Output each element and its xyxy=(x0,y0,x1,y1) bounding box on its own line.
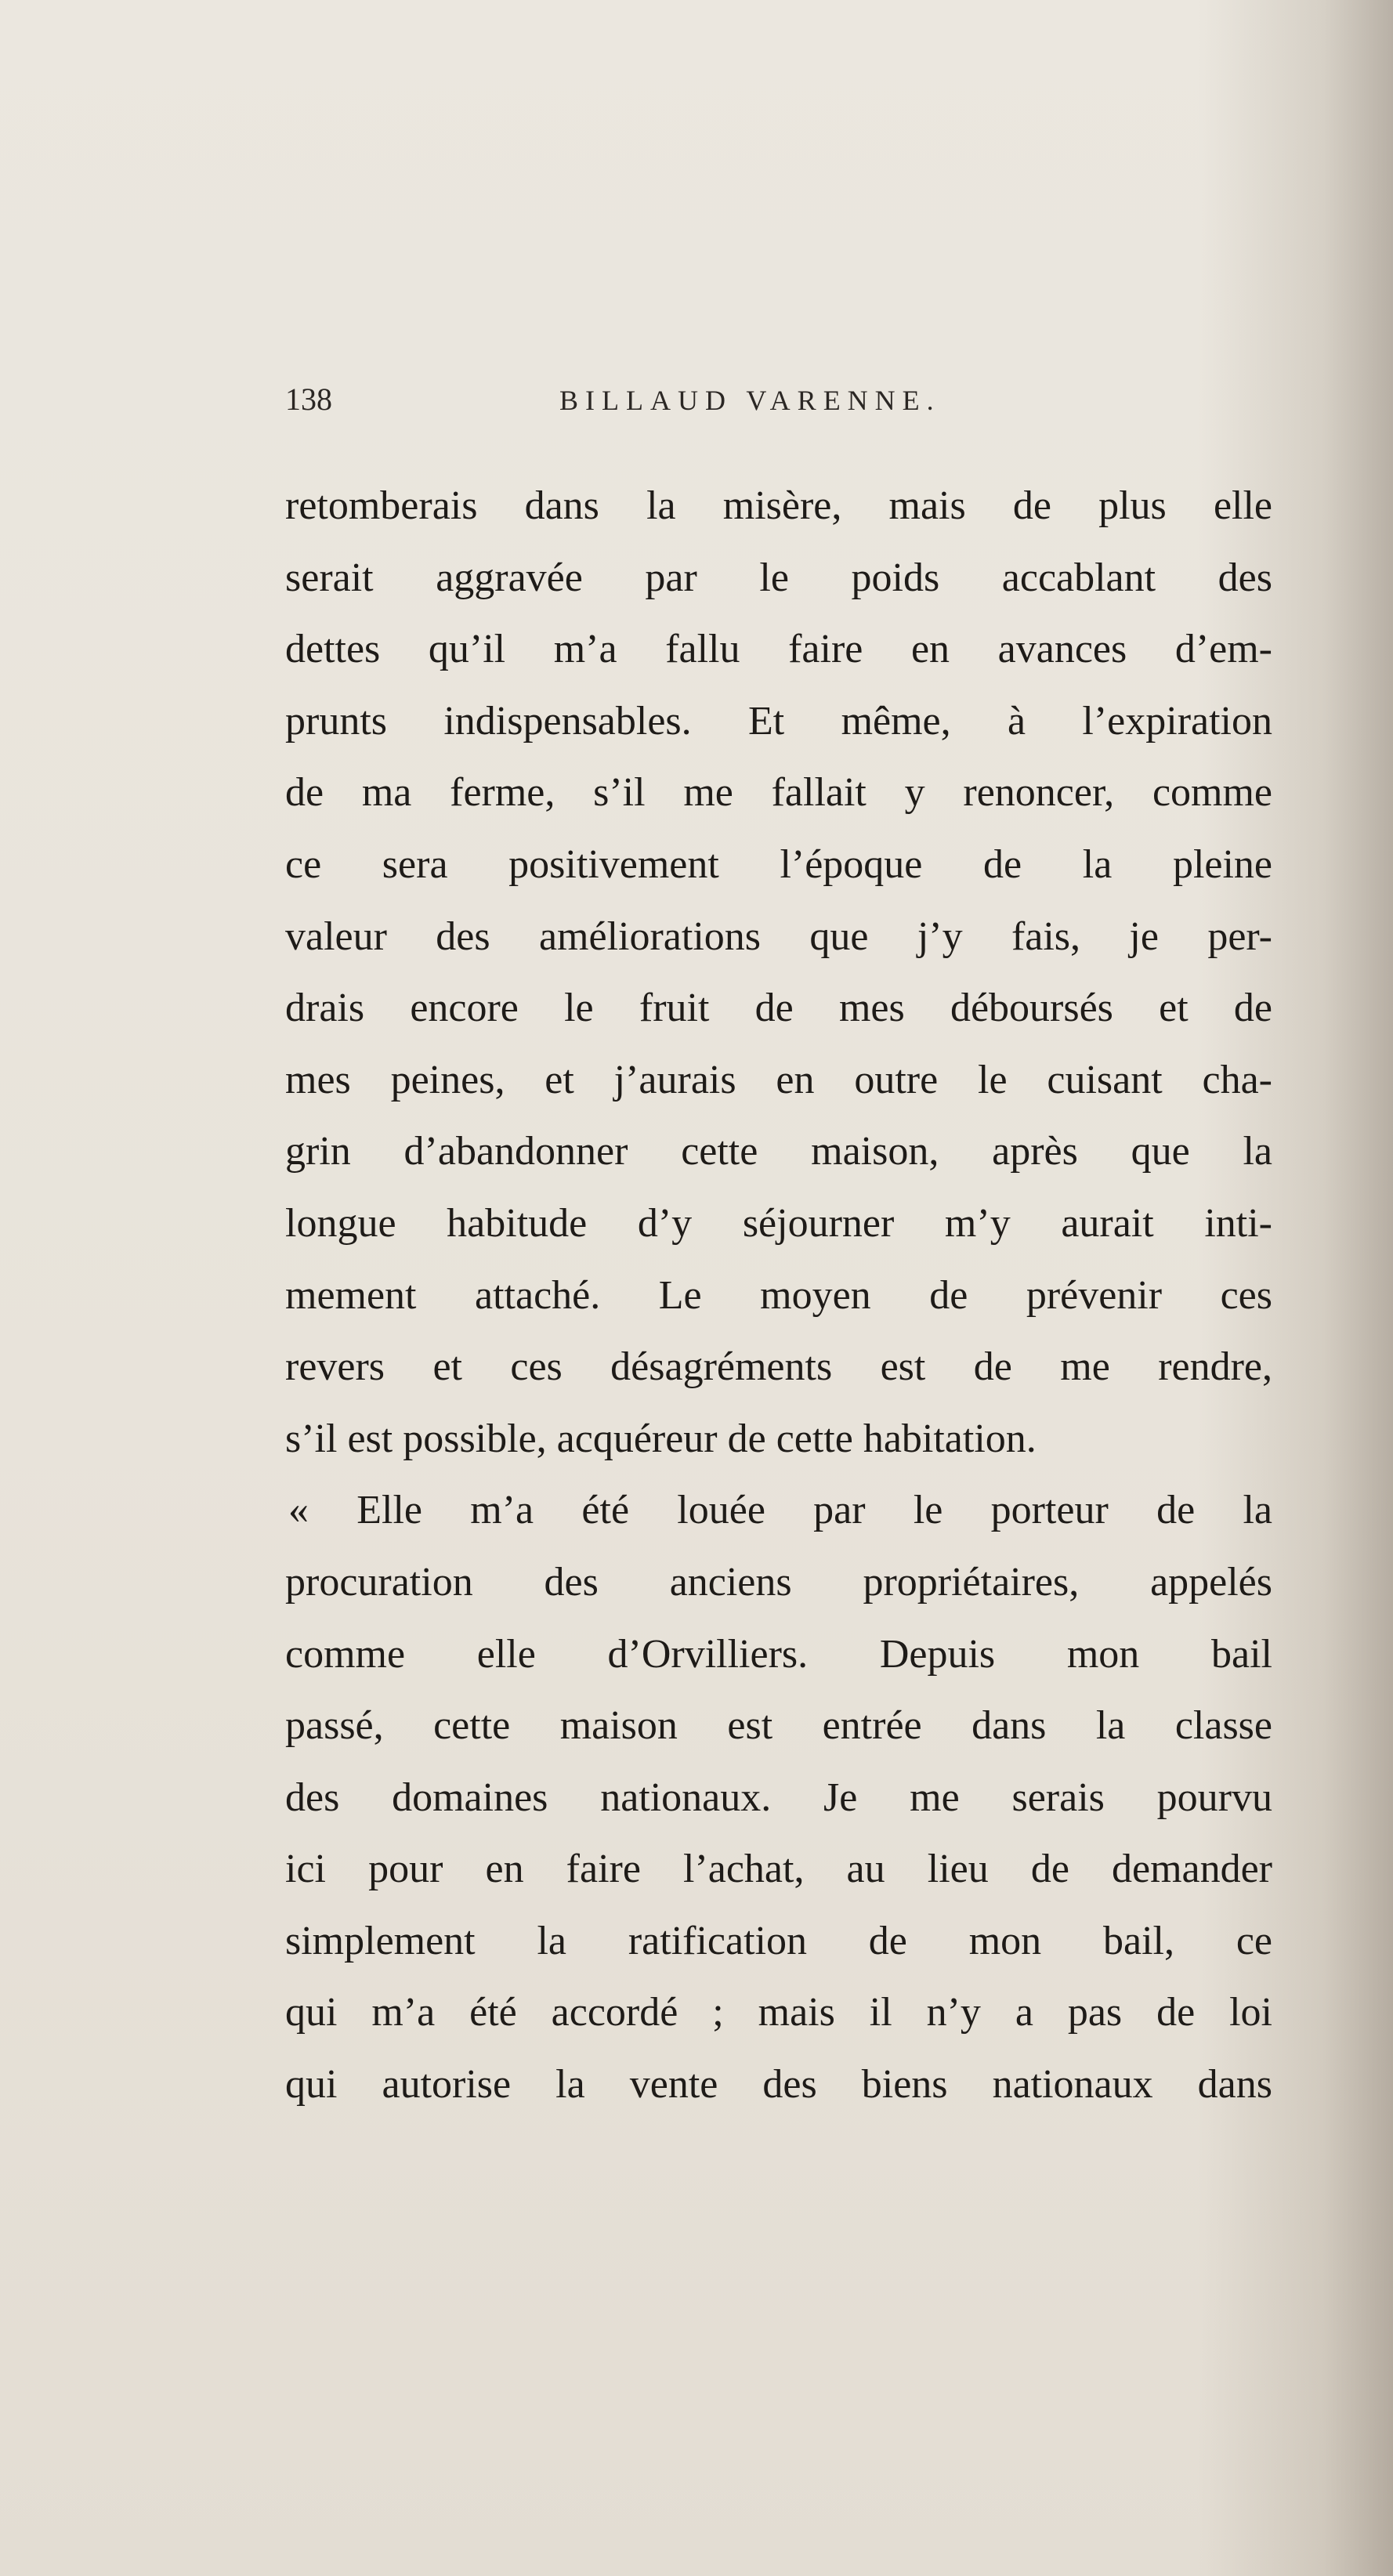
text-line: « Elle m’a été louée par le porteur de la xyxy=(288,1488,1272,1533)
text-line: mement attaché. Le moyen de prévenir ces xyxy=(285,1272,1272,1318)
running-title: BILLAUD VARENNE. xyxy=(559,385,941,416)
text-line: qui autorise la vente des biens nationaux dans xyxy=(285,2062,1272,2107)
text-line: longue habitude d’y séjourner m’y aurait inti- xyxy=(285,1200,1272,1246)
text-line: revers et ces désagréments est de me rendre, xyxy=(285,1344,1272,1390)
text-line: comme elle d’Orvilliers. Depuis mon bail xyxy=(285,1631,1272,1677)
page-number: 138 xyxy=(285,382,332,417)
text-line: ce sera positivement l’époque de la pleine xyxy=(285,841,1272,887)
text-line: des domaines nationaux. Je me serais pourvu xyxy=(285,1775,1272,1820)
text-line: retomberais dans la misère, mais de plus elle xyxy=(285,483,1272,528)
text-line: mes peines, et j’aurais en outre le cuisant cha- xyxy=(285,1057,1272,1102)
text-line: grin d’abandonner cette maison, après que la xyxy=(285,1129,1272,1174)
text-line: simplement la ratification de mon bail, ce xyxy=(285,1918,1272,1963)
text-line: dettes qu’il m’a fallu faire en avances d’em- xyxy=(285,627,1272,672)
body-text xyxy=(285,470,1272,2121)
text-line: qui m’a été accordé ; mais il n’y a pas de loi xyxy=(285,1990,1272,2035)
text-line: procuration des anciens propriétaires, appelés xyxy=(285,1559,1272,1605)
text-line: valeur des améliorations que j’y fais, je per- xyxy=(285,914,1272,959)
text-line: drais encore le fruit de mes déboursés et de xyxy=(285,986,1272,1031)
text-line: ici pour en faire l’achat, au lieu de demander xyxy=(285,1847,1272,1892)
text-line: s’il est possible, acquéreur de cette habitation. xyxy=(285,1416,1037,1461)
text-line: passé, cette maison est entrée dans la classe xyxy=(285,1703,1272,1749)
running-head xyxy=(285,381,1272,428)
text-line: prunts indispensables. Et même, à l’expiration xyxy=(285,698,1272,743)
text-line: de ma ferme, s’il me fallait y renoncer, comme xyxy=(285,770,1272,816)
text-line: serait aggravée par le poids accablant des xyxy=(285,555,1272,600)
